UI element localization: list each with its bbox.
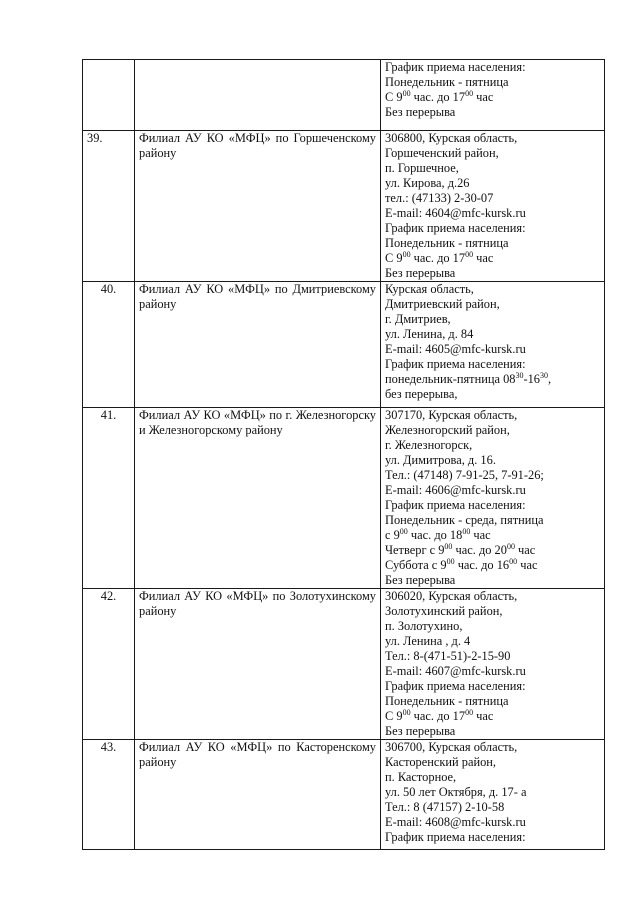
cell-address-schedule [381,131,605,282]
hours-line: с $9^{00}$ час. до $18^{00}$ час [385,527,491,542]
table-row [83,282,605,408]
cell-address-schedule [381,282,605,408]
address-line: E-mail: 4608@mfc-kursk.ru [385,815,526,829]
hours-line: С $9^{00}$ час. до $17^{00}$ час [385,708,494,723]
cell-branch-name: Филиал АУ КО «МФЦ» по Горшеченскому району [135,131,381,282]
hours-line: С $9^{00}$ час. до $17^{00}$ час [385,89,494,104]
cell-branch-name: Филиал АУ КО «МФЦ» по Касторенскому району [135,740,381,850]
address-line: График приема населения: [385,679,526,693]
address-line: График приема населения: [385,221,526,235]
address-line: г. Железногорск, [385,438,473,452]
cell-name-empty [135,60,381,131]
hours-line: понедельник-пятница $08^{30}-16^{30}$, [385,371,552,386]
text-line: Без перерыва [385,724,456,738]
address-line: Понедельник - среда, пятница [385,513,544,527]
table-row [83,589,605,740]
text-line: Без перерыва [385,105,456,119]
hours-line: С $9^{00}$ час. до $17^{00}$ час [385,250,494,265]
cell-number-empty [83,60,135,131]
table-row [83,740,605,850]
address-line: ул. Димитрова, д. 16. [385,453,496,467]
address-line: тел.: (47133) 2-30-07 [385,191,494,205]
table-row-continuation [83,60,605,131]
address-line: Понедельник - пятница [385,694,509,708]
address-line: Горшеченский район, [385,146,499,160]
cell-number: 40. [83,282,135,408]
address-line: ул. 50 лет Октября, д. 17- а [385,785,527,799]
address-line: График приема населения: [385,357,526,371]
cell-branch-name: Филиал АУ КО «МФЦ» по Дмитриевскому району [135,282,381,408]
table-row [83,131,605,282]
address-line: E-mail: 4604@mfc-kursk.ru [385,206,526,220]
address-line: п. Золотухино, [385,619,463,633]
address-line: п. Горшечное, [385,161,459,175]
address-line: E-mail: 4606@mfc-kursk.ru [385,483,526,497]
address-line: Касторенский район, [385,755,497,769]
address-line: 306020, Курская область, [385,589,518,603]
cell-schedule-continuation [381,60,605,131]
text-line: Без перерыва [385,266,456,280]
address-line: 307170, Курская область, [385,408,518,422]
text-line: Без перерыва [385,573,456,587]
cell-number: 41. [83,408,135,589]
cell-number: 43. [83,740,135,850]
address-line: E-mail: 4605@mfc-kursk.ru [385,342,526,356]
address-line: График приема населения: [385,498,526,512]
address-line: Железногорский район, [385,423,510,437]
address-line: Тел.: 8 (47157) 2-10-58 [385,800,505,814]
hours-line: Четверг с $9^{00}$ час. до $20^{00}$ час [385,542,536,557]
address-line: ул. Ленина , д. 4 [385,634,471,648]
address-line: ул. Кирова, д.26 [385,176,470,190]
address-line: График приема населения: [385,830,526,844]
cell-number: 39. [83,131,135,282]
cell-branch-name: Филиал АУ КО «МФЦ» по Золотухинскому району [135,589,381,740]
cell-address-schedule [381,408,605,589]
hours-line: Суббота с $9^{00}$ час. до $16^{00}$ час [385,557,538,572]
cell-address-schedule [381,589,605,740]
address-line: E-mail: 4607@mfc-kursk.ru [385,664,526,678]
address-line: п. Касторное, [385,770,457,784]
address-line: Тел.: 8-(471-51)-2-15-90 [385,649,511,663]
cell-branch-name: Филиал АУ КО «МФЦ» по г. Железногорску и Железногорскому району [135,408,381,589]
address-line: Понедельник - пятница [385,236,509,250]
address-line: ул. Ленина, д. 84 [385,327,474,341]
address-line: Дмитриевский район, [385,297,500,311]
address-line: г. Дмитриев, [385,312,451,326]
address-line: Тел.: (47148) 7-91-25, 7-91-26; [385,468,544,482]
address-line: Золотухинский район, [385,604,503,618]
cell-number: 42. [83,589,135,740]
text-line: Понедельник - пятница [385,75,509,89]
address-line: 306800, Курская область, [385,131,518,145]
branches-table [82,59,605,850]
table-row [83,408,605,589]
address-line: Курская область, [385,282,474,296]
cell-address-schedule [381,740,605,850]
branches-table-body [83,60,605,850]
text-line: График приема населения: [385,60,526,74]
address-line: 306700, Курская область, [385,740,518,754]
text-line: без перерыва, [385,387,458,401]
